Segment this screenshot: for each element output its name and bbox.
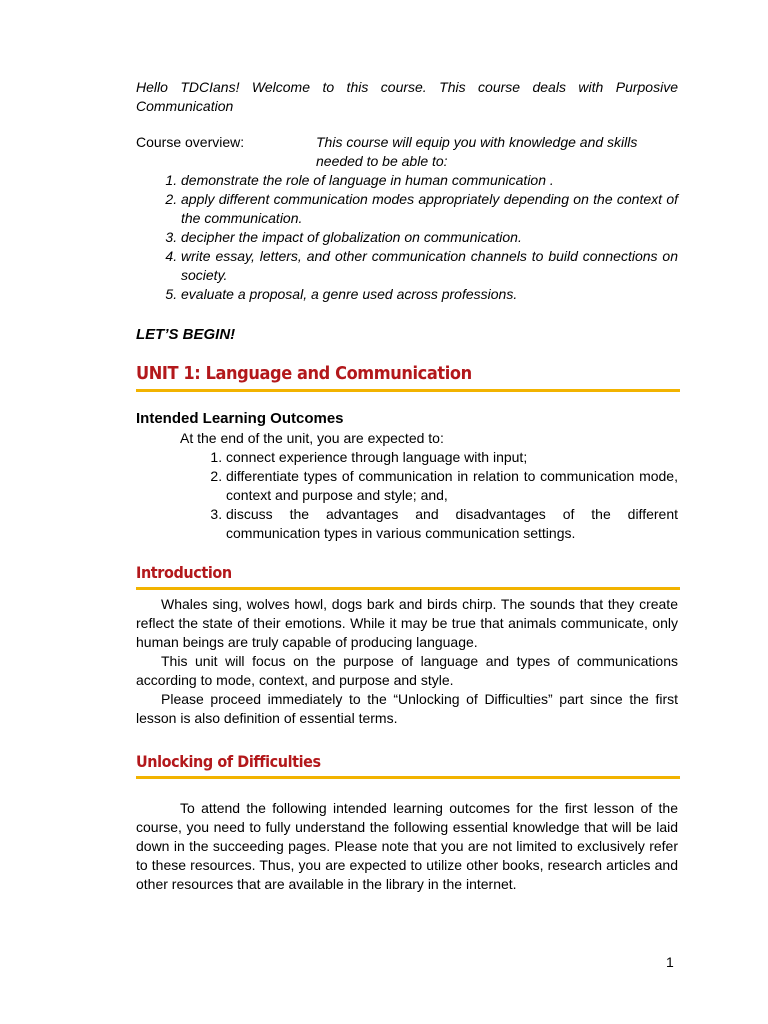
greeting-text: Hello TDCIans! Welcome to this course. This course deals with Purposive Communication: [136, 79, 678, 114]
course-overview: [136, 133, 678, 171]
ilo-item: 3. discuss the advantages and disadvantages of the different communication types in various communication settings.: [226, 505, 678, 543]
unit-divider: [136, 389, 680, 392]
course-overview-label: Course overview:: [136, 134, 245, 150]
course-objective-item: 2. apply different communication modes appropriately depending on the context of the communication.: [181, 190, 678, 228]
unlocking-divider: [136, 776, 680, 779]
introduction-body: [136, 595, 678, 728]
ilo-item: 2. differentiate types of communication in relation to communication mode, context and purpose and style; and,: [226, 467, 678, 505]
introduction-paragraph: Whales sing, wolves howl, dogs bark and birds chirp. The sounds that they create reflect the state of their emotions. While it may be true that animals communicate, only human beings are truly capable of producing language.: [136, 596, 678, 650]
introduction-paragraph: This unit will focus on the purpose of language and types of communications according to mode, context, and purpose and style.: [136, 653, 678, 688]
course-objective-item: 5. evaluate a proposal, a genre used across professions.: [181, 285, 678, 304]
unit-title: UNIT 1: Language and Communication: [136, 363, 472, 384]
introduction-heading: Introduction: [136, 563, 232, 582]
unlocking-paragraph: To attend the following intended learning outcomes for the first lesson of the course, you need to fully understand the following essential knowledge that will be laid down in the succeeding pages. Please note that you are not limited to exclusively refer to these resources. Thus, you are expected to utilize other books, research articles and other resources that are available in the library in the internet.: [136, 800, 678, 892]
course-objectives-list: [136, 171, 678, 304]
lets-begin-heading: LET’S BEGIN!: [136, 326, 236, 343]
ilo-item: 1. connect experience through language with input;: [226, 448, 678, 467]
course-overview-text: This course will equip you with knowledge and skills needed to be able to:: [316, 134, 638, 169]
course-objective-item: 3. decipher the impact of globalization on communication.: [181, 228, 678, 247]
course-objective-item: 4. write essay, letters, and other communication channels to build connections on society.: [181, 247, 678, 285]
unlocking-body: [136, 799, 678, 894]
document-page: [136, 78, 678, 894]
ilo-heading: Intended Learning Outcomes: [136, 410, 344, 427]
page-number: 1: [666, 954, 674, 970]
course-objective-item: 1. demonstrate the role of language in human communication .: [181, 171, 678, 190]
ilo-intro: At the end of the unit, you are expected to:: [180, 430, 444, 446]
introduction-divider: [136, 587, 680, 590]
ilo-list: [136, 448, 678, 543]
introduction-paragraph: Please proceed immediately to the “Unlocking of Difficulties” part since the first lesson is also definition of essential terms.: [136, 691, 678, 726]
unlocking-heading: Unlocking of Difficulties: [136, 752, 321, 771]
